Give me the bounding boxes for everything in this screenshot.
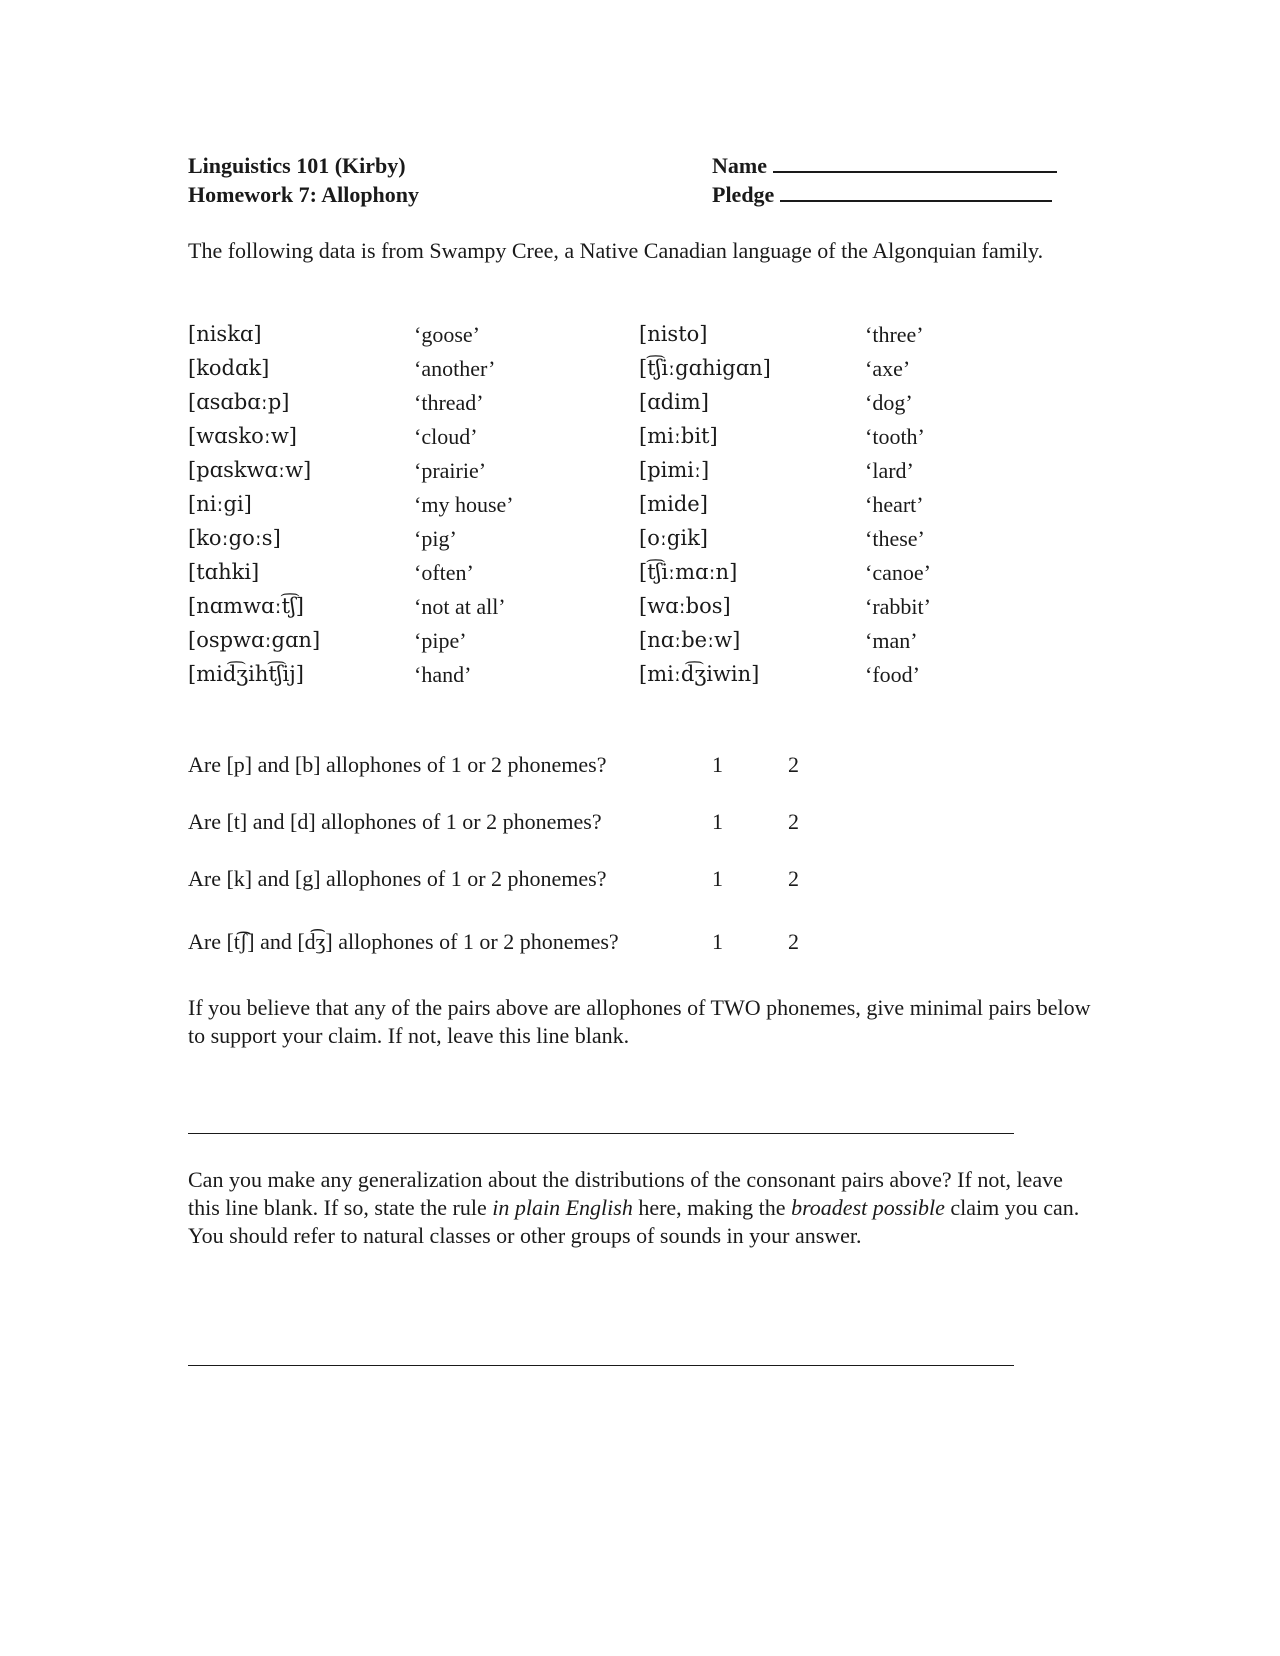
cree-word: [wɑːbos] (639, 594, 731, 618)
answer-option-2[interactable]: 2 (788, 809, 799, 834)
question-text: Are [t] and [d] allophones of 1 or 2 phonemes? (188, 809, 602, 834)
cree-word: [nɑmwɑːt͡ʃ] (188, 594, 304, 618)
generalization-answer-line[interactable] (188, 1365, 1014, 1366)
gloss: ‘heart’ (865, 492, 924, 517)
answer-option-2[interactable]: 2 (788, 866, 799, 891)
gloss: ‘goose’ (414, 322, 480, 347)
data-row (188, 560, 1015, 594)
gloss: ‘food’ (865, 662, 920, 687)
name-blank[interactable] (773, 151, 1057, 173)
answer-option-2[interactable]: 2 (788, 929, 799, 954)
gloss: ‘another’ (414, 356, 496, 381)
header-left (188, 151, 419, 209)
cree-word: [mide] (639, 492, 708, 516)
assignment-title: Homework 7: Allophony (188, 182, 420, 207)
gloss: ‘canoe’ (865, 560, 931, 585)
cree-word: [nisto] (639, 322, 708, 346)
data-row (188, 628, 1015, 662)
cree-word: [t͡ʃiːmɑːn] (639, 560, 738, 584)
question-text: Are [t͡ʃ] and [d͡ʒ] allophones of 1 or 2 phonemes? (188, 929, 619, 954)
intro-text: The following data is from Swampy Cree, a Native Canadian language of the Algonquian family. (188, 238, 1044, 263)
gloss: ‘hand’ (414, 662, 472, 687)
answer-option-1[interactable]: 1 (712, 809, 723, 834)
data-row (188, 492, 1015, 526)
cree-word: [wɑskoːw] (188, 424, 297, 448)
minimal-pairs-answer-line[interactable] (188, 1133, 1014, 1134)
data-table (188, 322, 1015, 696)
generalization-text-3: claim you can. You should refer to natural classes or other groups of sounds in your answer. (188, 1195, 1080, 1248)
gloss: ‘cloud’ (414, 424, 478, 449)
answer-option-1[interactable]: 1 (712, 752, 723, 777)
generalization-text-1: Can you make any generalization about the distributions of the consonant pairs above? If not, leave this line blank. If so, state the rule (188, 1167, 1063, 1220)
cree-word: [tɑhki] (188, 560, 260, 584)
generalization-prompt (188, 1166, 1093, 1250)
minimal-pairs-prompt: If you believe that any of the pairs above are allophones of TWO phonemes, give minimal pairs below to support your claim. If not, leave this line blank. (188, 995, 1091, 1048)
cree-word: [ɑdim] (639, 390, 709, 414)
gloss: ‘rabbit’ (865, 594, 931, 619)
generalization-text-2: here, making the (632, 1195, 792, 1220)
cree-word: [ospwɑːgɑn] (188, 628, 321, 652)
cree-word: [niːgi] (188, 492, 252, 516)
name-label: Name (712, 153, 767, 178)
cree-word: [pɑskwɑːw] (188, 458, 312, 482)
data-row (188, 526, 1015, 560)
gloss: ‘dog’ (865, 390, 913, 415)
data-row (188, 356, 1015, 390)
gloss: ‘tooth’ (865, 424, 925, 449)
data-row (188, 662, 1015, 696)
pledge-field[interactable] (712, 180, 1057, 209)
cree-word: [niskɑ] (188, 322, 262, 346)
cree-word: [pimiː] (639, 458, 710, 482)
cree-word: [ɑsɑbɑːp] (188, 390, 290, 414)
pledge-blank[interactable] (780, 180, 1052, 202)
gloss: ‘man’ (865, 628, 918, 653)
gloss: ‘axe’ (865, 356, 911, 381)
gloss: ‘three’ (865, 322, 924, 347)
gloss: ‘not at all’ (414, 594, 506, 619)
cree-word: [nɑːbeːw] (639, 628, 741, 652)
data-table-body (188, 322, 1015, 696)
generalization-emphasis-1: in plain English (492, 1195, 633, 1220)
name-field[interactable] (712, 151, 1057, 180)
gloss: ‘often’ (414, 560, 474, 585)
data-row (188, 424, 1015, 458)
gloss: ‘prairie’ (414, 458, 487, 483)
course-title: Linguistics 101 (Kirby) (188, 153, 406, 178)
cree-word: [miːd͡ʒiwin] (639, 662, 760, 686)
data-row (188, 594, 1015, 628)
gloss: ‘my house’ (414, 492, 514, 517)
gloss: ‘pipe’ (414, 628, 467, 653)
data-row (188, 390, 1015, 424)
answer-option-2[interactable]: 2 (788, 752, 799, 777)
gloss: ‘thread’ (414, 390, 484, 415)
gloss: ‘pig’ (414, 526, 457, 551)
header-right (712, 151, 1057, 209)
cree-word: [t͡ʃiːgɑhigɑn] (639, 356, 771, 380)
question-text: Are [p] and [b] allophones of 1 or 2 phonemes? (188, 752, 607, 777)
data-row (188, 322, 1015, 356)
gloss: ‘these’ (865, 526, 925, 551)
gloss: ‘lard’ (865, 458, 914, 483)
cree-word: [miːbit] (639, 424, 718, 448)
cree-word: [oːgik] (639, 526, 708, 550)
cree-word: [mid͡ʒiht͡ʃij] (188, 662, 304, 686)
data-row (188, 458, 1015, 492)
pledge-label: Pledge (712, 182, 775, 207)
cree-word: [kodɑk] (188, 356, 270, 380)
answer-option-1[interactable]: 1 (712, 929, 723, 954)
cree-word: [koːgoːs] (188, 526, 281, 550)
question-text: Are [k] and [g] allophones of 1 or 2 phonemes? (188, 866, 607, 891)
generalization-emphasis-2: broadest possible (791, 1195, 945, 1220)
answer-option-1[interactable]: 1 (712, 866, 723, 891)
